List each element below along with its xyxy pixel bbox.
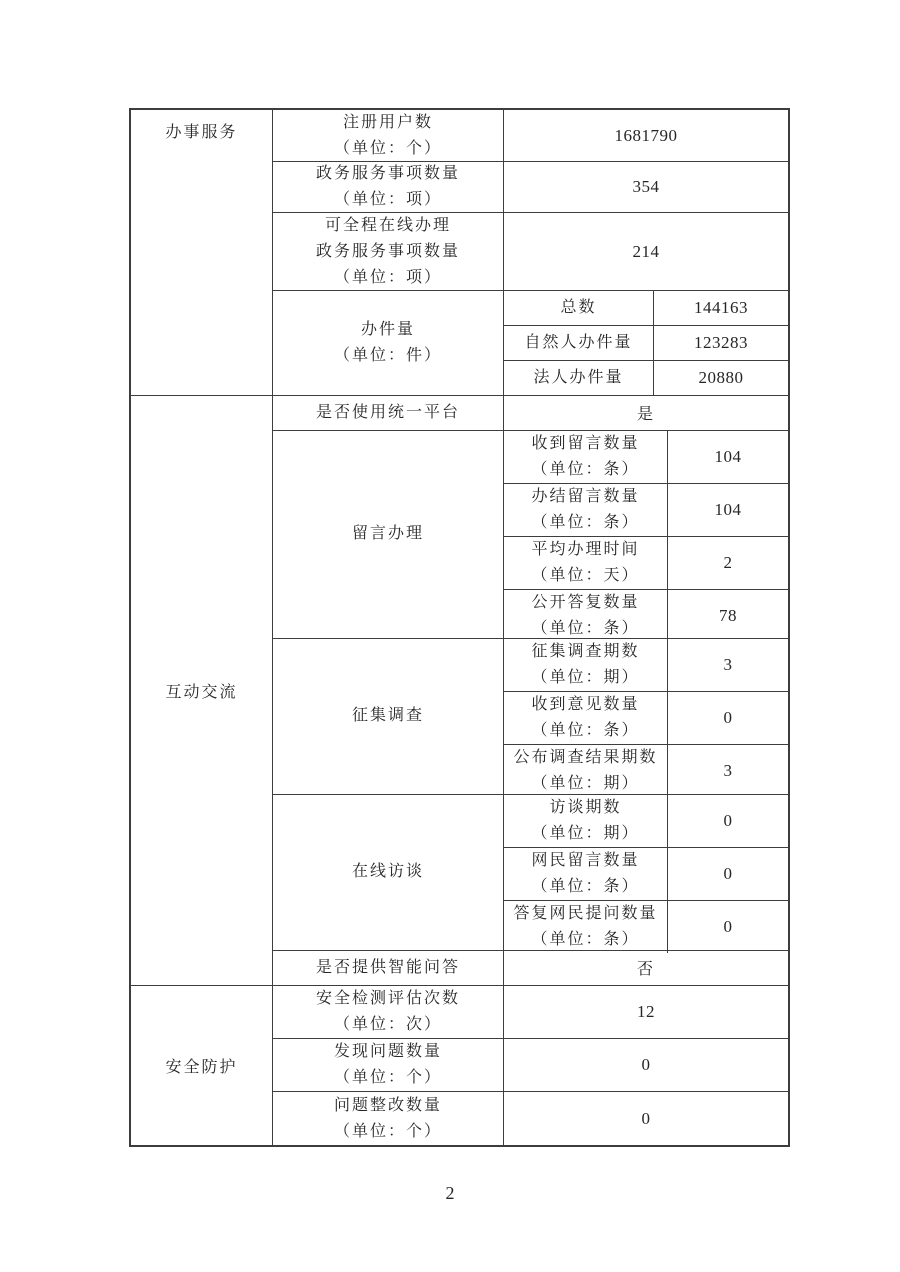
subrow-unit: （单位：条） (531, 460, 640, 478)
subrow-unit: （单位：条） (531, 721, 640, 739)
section-service-body (273, 110, 788, 395)
row-label: 注册用户数 (342, 113, 433, 131)
table-row-legal-person (504, 361, 788, 395)
row-value: 是 (636, 406, 655, 424)
table-row-registered-users (273, 110, 788, 162)
interview-subtable (504, 795, 788, 950)
subrow-value: 0 (723, 707, 733, 727)
subrow-label-cell (504, 639, 668, 691)
row-unit: （单位：个） (333, 1122, 442, 1140)
section-interaction-body (273, 396, 788, 985)
row-label: 征集调查 (351, 707, 424, 724)
subrow-label: 办结留言数量 (531, 487, 640, 505)
table-row-message-handling (273, 431, 788, 639)
row-unit: （单位：件） (333, 347, 442, 364)
subrow-unit: （单位：条） (531, 513, 640, 531)
subrow-value: 123283 (694, 333, 748, 352)
row-label: 是否使用统一平台 (315, 403, 460, 421)
section-security-body (273, 986, 788, 1145)
subrow-unit: （单位：期） (531, 668, 640, 686)
table-row-public-replies (504, 590, 788, 642)
subrow-label: 网民留言数量 (531, 851, 640, 869)
section-interaction (131, 396, 788, 986)
message-handling-subtable (504, 431, 788, 638)
table-row-case-volume (273, 291, 788, 395)
subrow-value: 3 (723, 760, 733, 780)
table-row-online-items (273, 213, 788, 291)
section-security-label-cell (131, 986, 273, 1145)
subrow-label: 访谈期数 (549, 798, 622, 816)
row-label: 在线访谈 (351, 863, 424, 880)
row-label-cell (273, 396, 504, 430)
page-number: 2 (445, 1183, 455, 1203)
row-value: 0 (641, 1108, 651, 1128)
section-interaction-label-cell (131, 396, 273, 985)
subrow-value: 104 (714, 499, 742, 519)
row-unit: （单位：次） (333, 1016, 442, 1033)
row-label: 问题整改数量 (333, 1096, 442, 1114)
row-label: 留言办理 (351, 525, 424, 542)
subrow-unit: （单位：期） (531, 774, 640, 792)
row-value: 否 (636, 961, 655, 979)
subrow-value: 3 (723, 654, 733, 674)
section-service (131, 110, 788, 396)
table-row-security-assessments (273, 986, 788, 1039)
subrow-label-cell (504, 745, 668, 797)
subrow-label: 征集调查期数 (531, 642, 640, 660)
table-row-online-interview (273, 795, 788, 951)
subrow-unit: （单位：天） (531, 566, 640, 584)
row-unit: （单位：个） (333, 139, 442, 157)
row-label-line1: 可全程在线办理 (324, 216, 451, 234)
row-label: 是否提供智能问答 (315, 958, 460, 976)
row-value: 354 (632, 177, 660, 196)
subrow-unit: （单位：期） (531, 824, 640, 842)
row-label-cell (273, 291, 504, 395)
row-label-cell (273, 986, 504, 1038)
subrow-value: 144163 (694, 298, 748, 317)
row-label-cell (273, 162, 504, 212)
row-value: 12 (637, 1002, 655, 1021)
subrow-unit: （单位：条） (531, 930, 640, 948)
table-row-natural-person (504, 326, 788, 361)
table-row-survey-periods (504, 639, 788, 692)
subrow-label-cell (504, 795, 668, 847)
row-label: 办件量 (360, 321, 415, 338)
row-value: 1681790 (614, 125, 678, 145)
section-label: 互动交流 (165, 684, 238, 701)
table-row-opinions-received (504, 692, 788, 745)
subrow-value: 0 (723, 916, 733, 936)
subrow-value: 0 (723, 810, 733, 830)
table-row-survey-results-published (504, 745, 788, 797)
section-label: 安全防护 (165, 1059, 238, 1076)
subrow-value: 0 (723, 863, 733, 883)
row-label-cell (273, 1092, 504, 1145)
row-label-cell (273, 639, 504, 794)
report-table (129, 108, 790, 1147)
row-label: 发现问题数量 (333, 1043, 442, 1060)
table-row-unified-platform (273, 396, 788, 431)
subrow-label: 收到意见数量 (531, 695, 640, 713)
subrow-label: 答复网民提问数量 (513, 904, 658, 922)
subrow-label-cell (504, 590, 668, 642)
subrow-label: 法人办件量 (504, 361, 654, 395)
row-label-cell (273, 951, 504, 986)
subrow-unit: （单位：条） (531, 877, 640, 895)
table-row-messages-received (504, 431, 788, 484)
row-label-cell (273, 795, 504, 950)
row-label-cell (273, 431, 504, 638)
row-unit: （单位：个） (333, 1069, 442, 1086)
table-row-service-items (273, 162, 788, 213)
subrow-label: 收到留言数量 (531, 434, 640, 452)
subrow-value: 20880 (698, 368, 744, 387)
subrow-label: 公开答复数量 (531, 593, 640, 611)
subrow-value: 78 (719, 605, 737, 625)
subrow-label-cell (504, 692, 668, 744)
subrow-label: 总数 (504, 291, 654, 325)
table-row-average-handling-time (504, 537, 788, 590)
table-row-netizen-messages (504, 848, 788, 901)
subrow-value: 104 (714, 446, 742, 466)
subrow-label-cell (504, 848, 668, 900)
subrow-label-cell (504, 484, 668, 536)
subrow-value: 2 (723, 552, 733, 572)
subrow-label: 平均办理时间 (531, 540, 640, 558)
row-label-cell (273, 1039, 504, 1091)
row-unit: （单位：项） (333, 191, 442, 208)
table-row-problems-found (273, 1039, 788, 1092)
row-value: 0 (641, 1055, 651, 1074)
table-row-smart-qa (273, 951, 788, 986)
section-service-label-cell (131, 110, 273, 395)
row-label: 安全检测评估次数 (315, 990, 460, 1007)
row-value: 214 (632, 241, 660, 261)
table-row-interview-periods (504, 795, 788, 848)
subrow-label: 自然人办件量 (504, 326, 654, 360)
table-row-survey (273, 639, 788, 795)
section-label: 办事服务 (165, 124, 238, 141)
subrow-unit: （单位：条） (531, 619, 640, 637)
row-label-line2: 政务服务事项数量 (315, 242, 460, 260)
table-row-questions-answered (504, 901, 788, 953)
row-unit: （单位：项） (333, 268, 442, 286)
table-row-total (504, 291, 788, 326)
subrow-label-cell (504, 537, 668, 589)
row-label-cell (273, 110, 504, 161)
table-row-problems-rectified (273, 1092, 788, 1145)
row-label: 政务服务事项数量 (315, 165, 460, 182)
case-volume-subtable (504, 291, 788, 395)
subrow-label: 公布调查结果期数 (513, 748, 658, 766)
survey-subtable (504, 639, 788, 794)
section-security (131, 986, 788, 1145)
table-row-messages-completed (504, 484, 788, 537)
subrow-label-cell (504, 901, 668, 953)
subrow-label-cell (504, 431, 668, 483)
row-label-cell (273, 213, 504, 290)
